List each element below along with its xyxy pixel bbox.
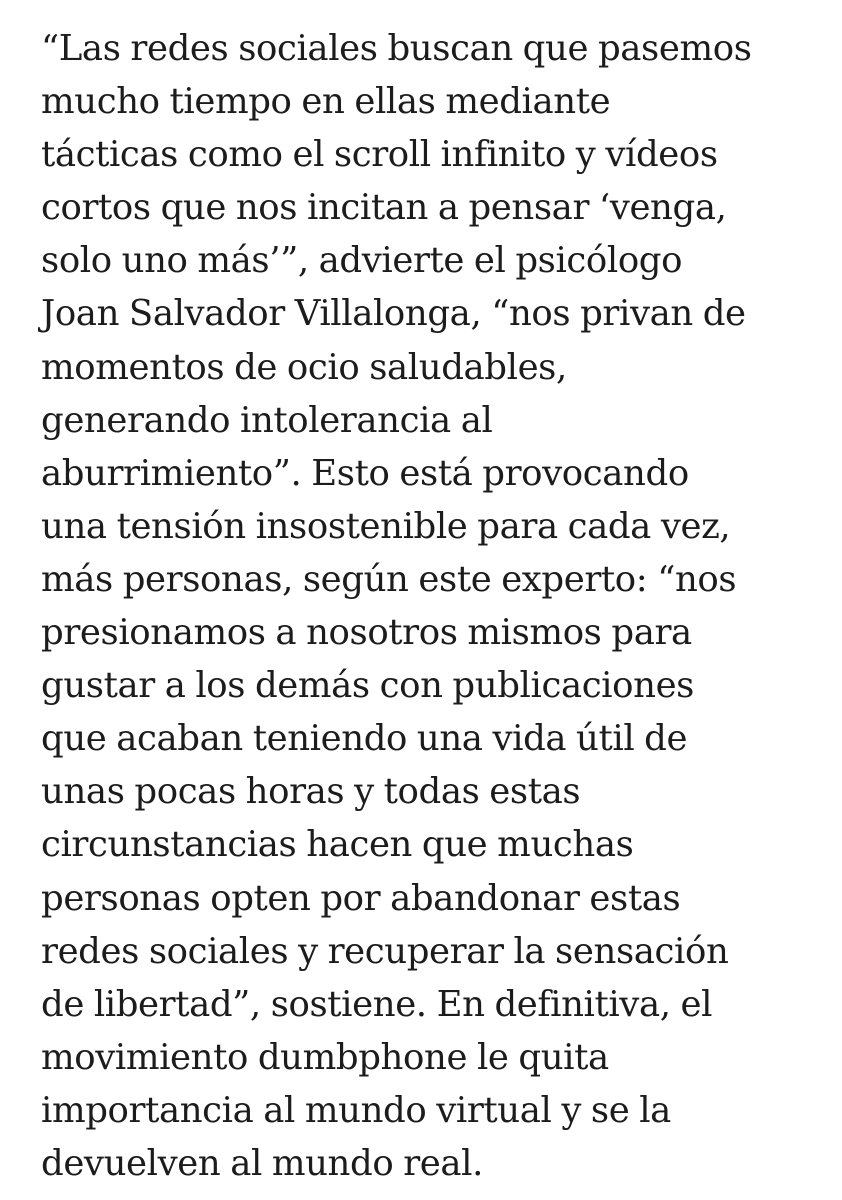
text-line: de libertad”, sostiene. En definitiva, el — [41, 983, 713, 1025]
text-line: movimiento dumbphone le quita — [41, 1036, 609, 1078]
text-line: cortos que nos incitan a pensar ‘venga, — [41, 187, 727, 229]
text-line: devuelven al mundo real. — [41, 1142, 483, 1184]
text-line: personas opten por abandonar estas — [41, 877, 681, 919]
text-line: una tensión insostenible para cada vez, — [41, 505, 731, 547]
text-line: tácticas como el scroll infinito y vídeos — [41, 134, 718, 176]
text-line: importancia al mundo virtual y se la — [41, 1089, 671, 1131]
text-line: momentos de ocio saludables, — [41, 346, 567, 388]
text-line: gustar a los demás con publicaciones — [41, 665, 695, 707]
text-line: aburrimiento”. Esto está provocando — [41, 452, 689, 494]
text-line: unas pocas horas y todas estas — [41, 771, 581, 813]
article-paragraph — [41, 22, 822, 1190]
text-line: circunstancias hacen que muchas — [41, 824, 634, 866]
text-line: que acaban teniendo una vida útil de — [41, 718, 688, 760]
text-line: Joan Salvador Villalonga, “nos privan de — [41, 293, 746, 335]
text-line: presionamos a nosotros mismos para — [41, 612, 692, 654]
text-line: más personas, según este experto: “nos — [41, 558, 737, 600]
text-line: redes sociales y recuperar la sensación — [41, 930, 729, 972]
text-line: solo uno más’”, advierte el psicólogo — [41, 240, 683, 282]
text-line: mucho tiempo en ellas mediante — [41, 81, 611, 123]
text-line: generando intolerancia al — [41, 399, 493, 441]
text-line: “Las redes sociales buscan que pasemos — [41, 28, 752, 69]
